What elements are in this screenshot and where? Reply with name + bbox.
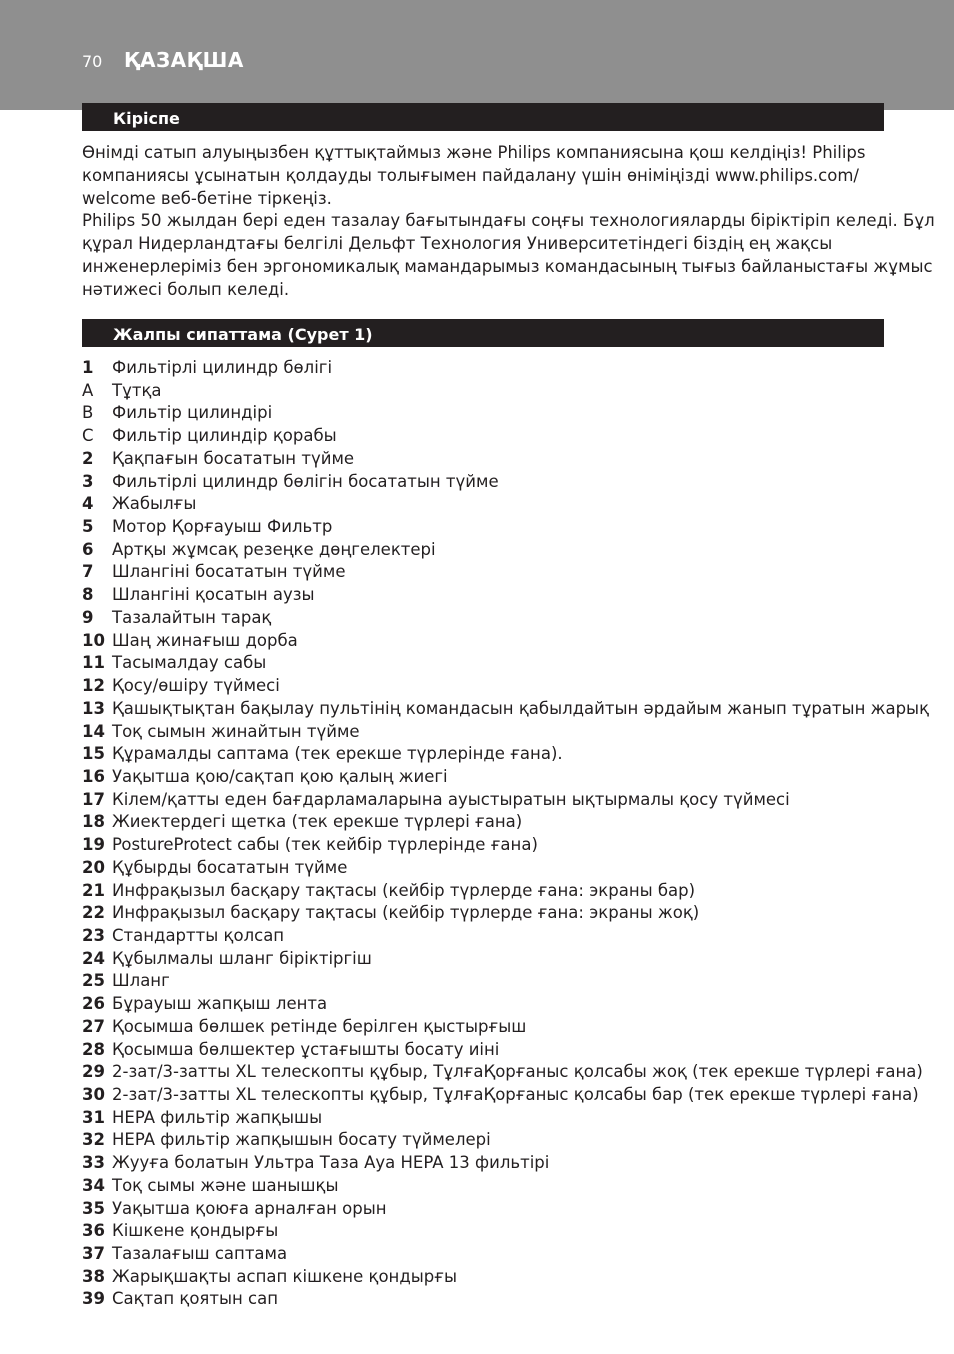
list-item xyxy=(82,1061,923,1084)
item-text: Уақытша қоюға арналған орын xyxy=(112,1198,387,1218)
item-number: 24 xyxy=(82,948,105,968)
intro-line: нәтижесі болып келеді. xyxy=(82,279,290,299)
item-text: Тоқ сымын жинайтын түйме xyxy=(112,721,360,741)
item-number: 27 xyxy=(82,1016,105,1036)
item-number: 6 xyxy=(82,539,94,559)
list-item xyxy=(82,925,902,948)
item-number: 15 xyxy=(82,744,105,764)
item-text: Жабылғы xyxy=(112,494,197,514)
item-number: 16 xyxy=(82,766,105,786)
list-item xyxy=(82,698,930,721)
list-item xyxy=(82,721,902,744)
item-text: Құбылмалы шланг біріктіргіш xyxy=(112,948,372,968)
item-text: Шлангіні қосатын аузы xyxy=(112,585,315,605)
list-item xyxy=(82,766,902,789)
item-text: Жиектердегі щетка (тек ерекше түрлері ғана) xyxy=(112,812,523,832)
list-item xyxy=(82,970,902,993)
item-text: Тазалайтын тарақ xyxy=(112,607,272,627)
item-text: Фильтірлі цилиндр бөлігі xyxy=(112,358,333,377)
item-text: Фильтірлі цилиндр бөлігін босататын түйме xyxy=(112,471,499,491)
list-item xyxy=(82,471,902,494)
intro-line: welcome веб-бетіне тіркеңіз. xyxy=(82,188,332,208)
list-item xyxy=(82,1175,902,1198)
list-item xyxy=(82,1220,902,1243)
item-number: 7 xyxy=(82,562,94,582)
item-number: 2 xyxy=(82,448,94,468)
item-text: Шлангіні босататын түйме xyxy=(112,562,346,582)
item-number: 1 xyxy=(82,358,94,377)
item-text: Бұрауыш жапқыш лента xyxy=(112,994,328,1014)
list-item xyxy=(82,1039,902,1062)
item-text: Жарықшақты аспап кішкене қондырғы xyxy=(112,1266,458,1286)
intro-line: құрал Нидерландтағы белгілі Дельфт Технология Университетіндегі біздің ең жақсы xyxy=(82,234,833,254)
item-number: 12 xyxy=(82,676,105,696)
item-number: 18 xyxy=(82,812,105,832)
list-item xyxy=(82,675,902,698)
list-item xyxy=(82,516,902,539)
list-item xyxy=(82,630,902,653)
section-heading-general-label: Жалпы сипаттама (Сурет 1) xyxy=(113,325,373,344)
item-text: Фильтір цилиндірі xyxy=(112,403,273,423)
item-number: 22 xyxy=(82,903,105,923)
item-number: 35 xyxy=(82,1198,105,1218)
item-number: 21 xyxy=(82,880,105,900)
item-text: Инфрақызыл басқару тақтасы (кейбір түрлерде ғана: экраны жоқ) xyxy=(112,903,700,923)
item-number: 10 xyxy=(82,630,105,650)
item-text: Қосу/өшіру түймесі xyxy=(112,676,280,696)
list-item xyxy=(82,1084,919,1107)
list-item xyxy=(82,902,902,925)
item-text: Инфрақызыл басқару тақтасы (кейбір түрлерде ғана: экраны бар) xyxy=(112,880,696,900)
list-item xyxy=(82,584,902,607)
item-text: Кішкене қондырғы xyxy=(112,1221,279,1241)
item-number: 30 xyxy=(82,1085,105,1104)
item-text: Мотор Қорғауыш Фильтр xyxy=(112,517,333,537)
item-text: Тоқ сымы және шанышқы xyxy=(112,1175,339,1195)
item-text: Құбырды босататын түйме xyxy=(112,857,348,877)
list-item xyxy=(82,1198,902,1221)
list-item xyxy=(82,561,902,584)
list-item xyxy=(82,448,902,471)
item-number: 11 xyxy=(82,653,105,673)
item-number: 5 xyxy=(82,517,94,537)
item-text: Стандартты қолсап xyxy=(112,925,285,945)
item-text: Қосымша бөлшек ретінде берілген қыстырғыш xyxy=(112,1016,527,1036)
item-text: Құрамалды саптама (тек ерекше түрлерінде ғана). xyxy=(112,744,563,764)
item-number: 25 xyxy=(82,971,105,991)
item-number: 37 xyxy=(82,1244,105,1264)
item-number: 28 xyxy=(82,1039,105,1059)
page-header xyxy=(0,0,954,110)
item-number: 33 xyxy=(82,1153,105,1173)
item-text: Тазалағыш саптама xyxy=(112,1244,288,1264)
list-item xyxy=(82,357,902,380)
list-item xyxy=(82,425,902,448)
list-item xyxy=(82,743,902,766)
list-item xyxy=(82,1266,902,1289)
item-number: C xyxy=(82,426,94,446)
item-text: PostureProtect сабы (тек кейбір түрлерінде ғана) xyxy=(112,835,538,855)
intro-line: инженерлеріміз бен эргономикалық мамандарымыз командасының тығыз байланыстағы жұмыс xyxy=(82,256,933,276)
list-item xyxy=(82,652,902,675)
item-text: HEPA фильтір жапқышы xyxy=(112,1107,323,1127)
page-number: 70 xyxy=(82,52,103,71)
list-item xyxy=(82,993,902,1016)
item-number: 3 xyxy=(82,471,94,491)
list-item xyxy=(82,1107,902,1130)
intro-paragraph-2 xyxy=(82,210,935,301)
intro-line: компаниясы ұсынатын қолдауды толығымен пайдалану үшін өніміңізді www.philips.com/ xyxy=(82,165,859,185)
list-item xyxy=(82,857,902,880)
item-text: Қосымша бөлшектер ұстағышты босату иіні xyxy=(112,1039,500,1059)
list-item xyxy=(82,1288,902,1311)
list-item xyxy=(82,948,902,971)
item-text: 2-зат/3-затты XL телескопты құбыр, ТұлғаҚорғаныс қолсабы бар (тек ерекше түрлері ғана) xyxy=(112,1085,919,1104)
parts-list xyxy=(82,357,930,1311)
item-number: A xyxy=(82,380,94,400)
intro-text xyxy=(82,142,935,302)
item-text: Сақтап қоятын сап xyxy=(112,1289,278,1309)
item-text: Қақпағын босататын түйме xyxy=(112,448,355,468)
item-text: HEPA фильтір жапқышын босату түймелері xyxy=(112,1130,491,1150)
item-number: 9 xyxy=(82,607,94,627)
list-item xyxy=(82,539,902,562)
item-text: Фильтір цилиндір қорабы xyxy=(112,426,337,446)
item-number: 26 xyxy=(82,994,105,1014)
list-item xyxy=(82,811,902,834)
intro-line: Philips 50 жылдан бері еден тазалау бағытындағы соңғы технологияларды біріктіріп келеді. Бұл xyxy=(82,211,935,231)
list-item xyxy=(82,880,902,903)
intro-paragraph-1 xyxy=(82,142,892,210)
item-text: Тұтқа xyxy=(112,380,162,400)
list-item xyxy=(82,1243,902,1266)
item-number: B xyxy=(82,403,94,423)
item-text: Артқы жұмсақ резеңке дөңгелектері xyxy=(112,539,436,559)
item-number: 32 xyxy=(82,1130,105,1150)
item-number: 13 xyxy=(82,698,105,718)
list-item xyxy=(82,493,902,516)
item-text: Тасымалдау сабы xyxy=(112,653,267,673)
item-number: 34 xyxy=(82,1175,105,1195)
item-text: Шаң жинағыш дорба xyxy=(112,630,298,650)
item-text: 2-зат/3-затты XL телескопты құбыр, ТұлғаҚорғаныс қолсабы жоқ (тек ерекше түрлері ғана) xyxy=(112,1062,923,1082)
item-number: 8 xyxy=(82,585,94,605)
item-text: Кілем/қатты еден бағдарламаларына ауыстыратын ықтырмалы қосу түймесі xyxy=(112,789,790,809)
item-number: 36 xyxy=(82,1221,105,1241)
item-number: 23 xyxy=(82,925,105,945)
list-item xyxy=(82,1152,902,1175)
item-text: Шланг xyxy=(112,971,170,991)
list-item xyxy=(82,1129,902,1152)
section-heading-general xyxy=(82,319,884,347)
item-number: 39 xyxy=(82,1289,105,1309)
item-text: Қашықтықтан бақылау пультінің командасын қабылдайтын әрдайым жанып тұратын жарық xyxy=(112,698,930,718)
item-number: 4 xyxy=(82,494,94,514)
list-item xyxy=(82,380,902,403)
item-number: 14 xyxy=(82,721,105,741)
list-item xyxy=(82,834,902,857)
item-text: Жууға болатын Ультра Таза Ауа HEPA 13 фильтірі xyxy=(112,1153,550,1173)
item-number: 19 xyxy=(82,835,105,855)
list-item xyxy=(82,402,902,425)
item-number: 17 xyxy=(82,789,105,809)
section-heading-intro xyxy=(82,103,884,131)
list-item xyxy=(82,1016,902,1039)
item-number: 29 xyxy=(82,1062,105,1082)
list-item xyxy=(82,607,902,630)
list-item xyxy=(82,789,902,812)
item-number: 38 xyxy=(82,1266,105,1286)
language-title: ҚАЗАҚША xyxy=(124,48,244,72)
section-heading-intro-label: Кіріспе xyxy=(113,109,180,128)
item-text: Уақытша қою/сақтап қою қалың жиегі xyxy=(112,766,448,786)
item-number: 31 xyxy=(82,1107,105,1127)
item-number: 20 xyxy=(82,857,105,877)
intro-line: Өнімді сатып алуыңызбен құттықтаймыз және Philips компаниясына қош келдіңіз! Philips xyxy=(82,143,866,162)
